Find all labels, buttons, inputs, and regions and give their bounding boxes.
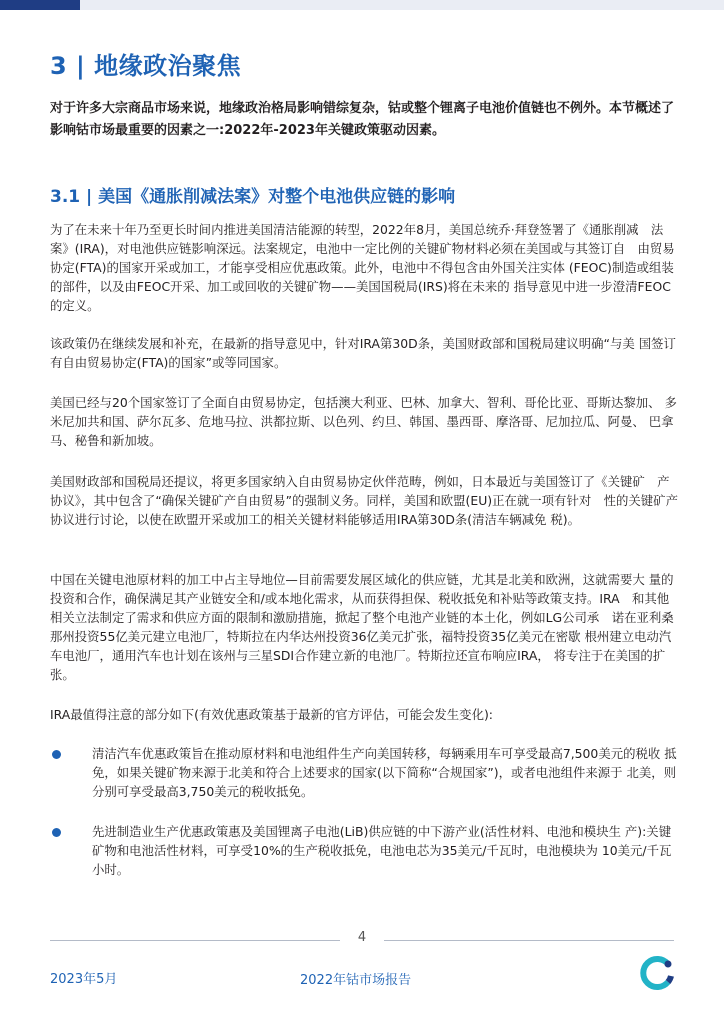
paragraph-5: 中国在关键电池原材料的加工中占主导地位—目前需要发展区域化的供应链，尤其是北美和欧洲，这就需要大 量的投资和合作，确保满足其产业链安全和/或本地化需求，从而获得担保、税收抵免和补贴等政策支持。IRA 和其他相关立法制定了需求和供应方面的限制和激励措施，掀起了整个电池产业链的本土化，例如LG公司承 诺在亚利桑那州投资55亿美元建立电池厂，特斯拉在内华达州投资36亿美元扩张，福特投资35亿美元在密歇 根州建立电动汽车电池厂，通用汽车也计划在该州与三星SDI合作建立新的电池厂。特斯拉还宣布响应IRA， 将专注于在美国的扩张。 — [50, 572, 674, 682]
subsection-title: 3.1 | 美国《通胀削减法案》对整个电池供应链的影响 — [50, 187, 456, 207]
footer-divider-right — [384, 940, 674, 941]
section-intro: 对于许多大宗商品市场来说，地缘政治格局影响错综复杂，钴或整个锂离子电池价值链也不例外。本节概述了影响钴市场最重要的因素之一:2022年-2023年关键政策驱动因素。 — [50, 101, 675, 138]
page-number: 4 — [352, 930, 372, 945]
section-title: 3 | 地缘政治聚焦 — [50, 52, 242, 80]
bullet-dot-icon — [52, 750, 61, 759]
top-color-bar — [0, 0, 724, 10]
cobalt-institute-logo-icon — [638, 955, 674, 991]
footer-divider-left — [50, 940, 340, 941]
top-bar-navy-segment — [0, 0, 80, 10]
paragraph-2: 该政策仍在继续发展和补充，在最新的指导意见中，针对IRA第30D条，美国财政部和国税局建议明确“与美 国签订有自由贸易协定(FTA)的国家”或等同国家。 — [50, 336, 676, 370]
bullet-text-2: 先进制造业生产优惠政策惠及美国锂离子电池(LiB)供应链的中下游产业(活性材料、电池和模块生 产):关键矿物和电池活性材料，可享受10%的生产税收抵免，电池电芯为35美元/千瓦时，电池模块为 10美元/千瓦小时。 — [92, 824, 672, 877]
footer-report-title: 2022年钴市场报告 — [300, 973, 412, 988]
bullet-dot-icon — [52, 828, 61, 837]
top-bar-light-segment — [80, 0, 724, 10]
paragraph-6: IRA最值得注意的部分如下(有效优惠政策基于最新的官方评估，可能会发生变化): — [50, 707, 493, 722]
paragraph-4: 美国财政部和国税局还提议，将更多国家纳入自由贸易协定伙伴范畴，例如，日本最近与美国签订了《关键矿 产协议》，其中包含了“确保关键矿产自由贸易”的强制义务。同样，美国和欧盟(EU)正在就一项有针对 性的关键矿产协议进行讨论，以使在欧盟开采或加工的相关关键材料能够适用IRA第30D条(清洁车辆减免 税)。 — [50, 474, 678, 527]
bullet-text-1: 清洁汽车优惠政策旨在推动原材料和电池组件生产向美国转移，每辆乘用车可享受最高7,500美元的税收 抵免，如果关键矿物来源于北美和符合上述要求的国家(以下简称“合规国家”)，或者电池组件来源于 北美，则分别可享受最高3,750美元的税收抵免。 — [92, 746, 677, 799]
paragraph-1: 为了在未来十年乃至更长时间内推进美国清洁能源的转型，2022年8月，美国总统乔·拜登签署了《通胀削减 法案》(IRA)，对电池供应链影响深远。法案规定，电池中一定比例的关键矿物材料必须在美国或与其签订自 由贸易协定(FTA)的国家开采或加工，才能享受相应优惠政策。此外，电池中不得包含由外国关注实体 (FEOC)制造或组装的部件，以及由FEOC开采、加工或回收的关键矿物——美国国税局(IRS)将在未来的 指导意见中进一步澄清FEOC的定义。 — [50, 222, 675, 313]
paragraph-3: 美国已经与20个国家签订了全面自由贸易协定，包括澳大利亚、巴林、加拿大、智利、哥伦比亚、哥斯达黎加、 多米尼加共和国、萨尔瓦多、危地马拉、洪都拉斯、以色列、约旦、韩国、墨西哥、摩洛哥、尼加拉瓜、阿曼、 巴拿马、秘鲁和新加坡。 — [50, 395, 677, 448]
footer-date: 2023年5月 — [50, 972, 118, 987]
